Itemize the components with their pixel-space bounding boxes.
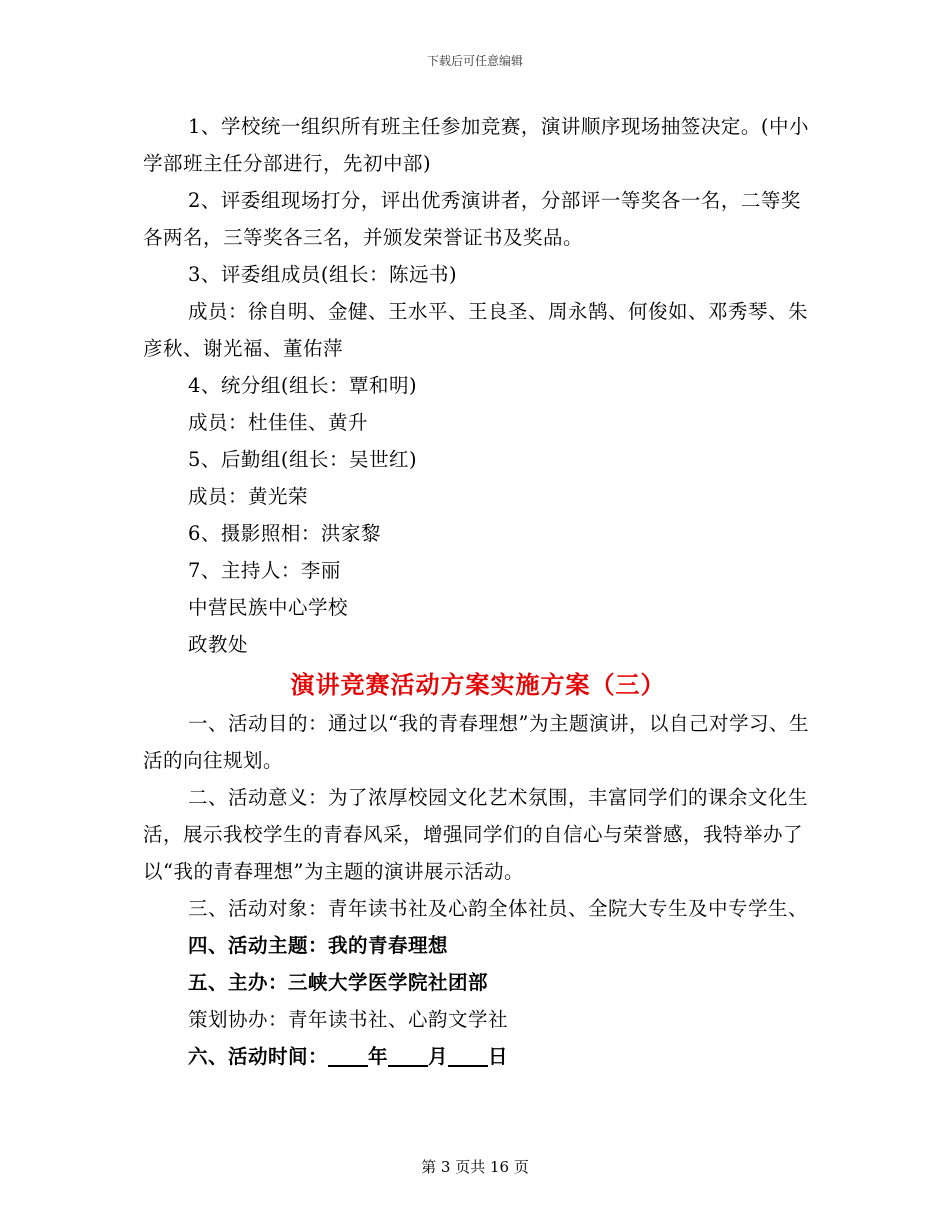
day-label: 日 <box>488 1045 509 1068</box>
paragraph-scoring: 4、统分组(组长：覃和明) <box>188 374 418 397</box>
paragraph-co-organizer: 策划协办：青年读书社、心韵文学社 <box>188 1008 509 1031</box>
page-footer: 第 3 页共 16 页 <box>421 1158 529 1176</box>
day-blank <box>448 1043 488 1067</box>
signature-school: 中营民族中心学校 <box>188 596 349 619</box>
paragraph-time <box>143 1038 813 1075</box>
page-header: 下载后可任意编辑 <box>426 54 523 68</box>
paragraph-audience: 三、活动对象：青年读书社及心韵全体社员、全院大专生及中专学生、 <box>188 897 809 920</box>
section-title: 演讲竞赛活动方案实施方案（三） <box>290 670 666 699</box>
time-label: 六、活动时间： <box>188 1045 329 1068</box>
document-body <box>143 108 813 1075</box>
month-label: 月 <box>428 1045 449 1068</box>
paragraph-purpose: 一、活动目的：通过以“我的青春理想”为主题演讲，以自己对学习、生活的向往规划。 <box>143 712 809 772</box>
paragraph-photography: 6、摄影照相：洪家黎 <box>188 522 381 545</box>
paragraph-item-1: 1、学校统一组织所有班主任参加竞赛，演讲顺序现场抽签决定。(中小学部班主任分部进行，先初中部) <box>143 115 810 175</box>
signature-office: 政教处 <box>188 633 249 656</box>
paragraph-logistics: 5、后勤组(组长：吴世红) <box>188 448 418 471</box>
paragraph-scoring-members: 成员：杜佳佳、黄升 <box>188 411 369 434</box>
paragraph-host: 7、主持人：李丽 <box>188 559 341 582</box>
year-label: 年 <box>368 1045 389 1068</box>
paragraph-significance: 二、活动意义：为了浓厚校园文化艺术氛围，丰富同学们的课余文化生活，展示我校学生的青春风采，增强同学们的自信心与荣誉感，我特举办了以“我的青春理想”为主题的演讲展示活动。 <box>143 786 809 883</box>
paragraph-item-2: 2、评委组现场打分，评出优秀演讲者，分部评一等奖各一名，二等奖各两名，三等奖各三名，并颁发荣誉证书及奖品。 <box>143 189 801 249</box>
paragraph-organizer: 五、主办：三峡大学医学院社团部 <box>188 971 489 994</box>
paragraph-judges-members: 成员：徐自明、金健、王水平、王良圣、周永鹄、何俊如、邓秀琴、朱彦秋、谢光福、董佑萍 <box>143 300 809 360</box>
month-blank <box>388 1043 428 1067</box>
paragraph-theme: 四、活动主题：我的青春理想 <box>188 934 449 957</box>
year-blank <box>328 1043 368 1067</box>
paragraph-logistics-members: 成员：黄光荣 <box>188 485 309 508</box>
paragraph-judges: 3、评委组成员(组长：陈远书) <box>188 263 458 286</box>
